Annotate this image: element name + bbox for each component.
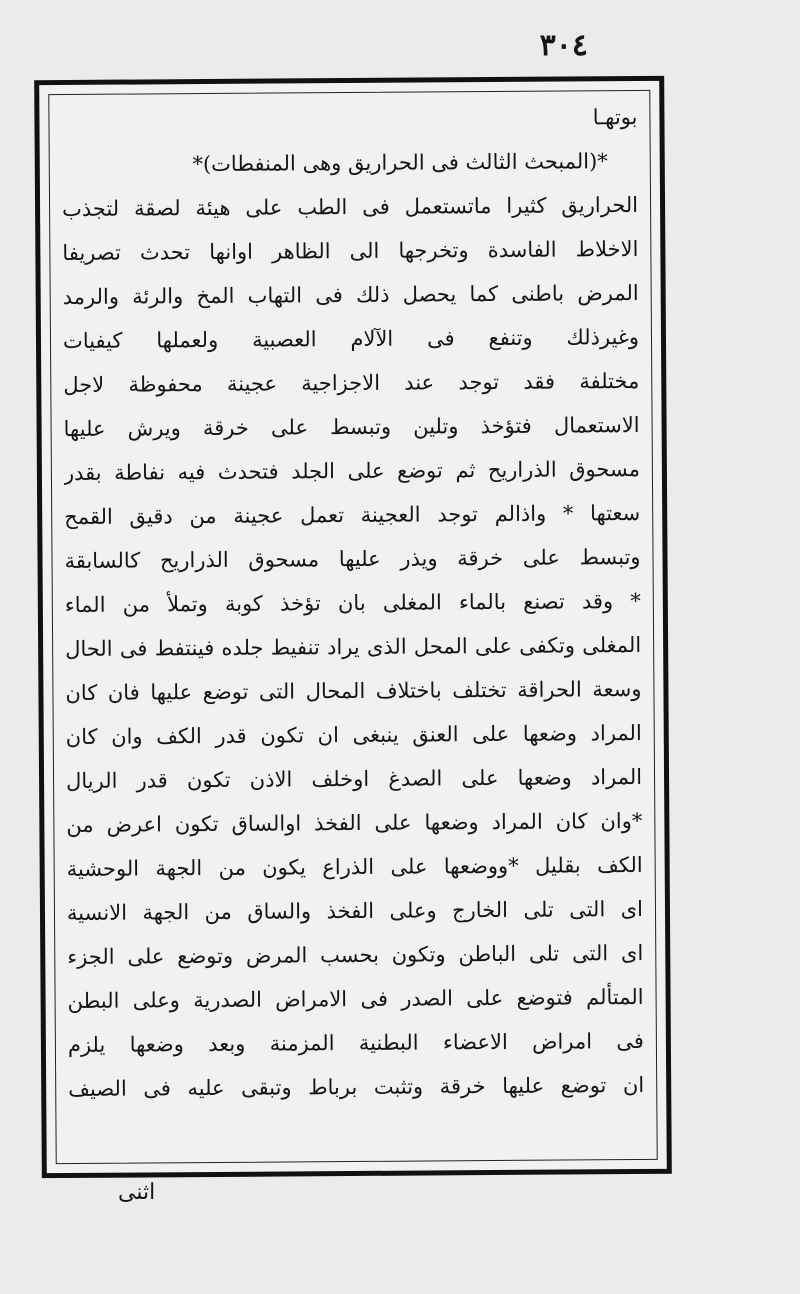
manuscript-text [61, 95, 644, 1159]
text-line: المتألم فتوضع على الصدر فى الامراض الصدرية وعلى البطن [67, 984, 644, 1014]
text-line: الحراريق كثيرا ماتستعمل فى الطب على هيئة لصقة لتجذب [61, 192, 639, 222]
text-line: الاستعمال فتؤخذ وتلين وتبسط على خرقة ويرش عليها [63, 412, 640, 442]
text-line: وسعة الحراقة تختلف باختلاف المحال التى توضع عليها فان كان [65, 676, 642, 706]
text-line: المرض باطنى كما يحصل ذلك فى التهاب المخ والرئة والرمد [62, 280, 639, 310]
text-line: مختلفة فقد توجد عند الاجزاجية عجينة محفوظة لاجل [63, 368, 640, 398]
catchword: اثنى [118, 1180, 156, 1205]
text-line: المراد وضعها على العنق ينبغى ان تكون قدر الكف وان كان [65, 720, 642, 750]
section-heading: *(المبحث الثالث فى الحراريق وهى المنفطات)* [192, 149, 608, 177]
page-frame [34, 76, 672, 1178]
text-line: اى التى تلى الخارج وعلى الفخذ والساق من الجهة الانسية [66, 896, 644, 926]
text-line: اى التى تلى الباطن وتكون بحسب المرض وتوضع على الجزء [67, 940, 644, 970]
text-line: الاخلاط الفاسدة وتخرجها الى الظاهر اوانها تحدث تصريفا [62, 236, 639, 266]
page-number: ٣٠٤ [539, 28, 588, 63]
text-line: بوتهـا [592, 105, 638, 130]
text-line: * وقد تصنع بالماء المغلى بان تؤخذ كوبة وتملأ من الماء [64, 588, 641, 618]
text-line: سعتها * واذالم توجد العجينة تعمل عجينة من دقيق القمح [64, 500, 641, 530]
text-line: المغلى وتكفى على المحل الذى يراد تنفيط جلده فينتفط فى الحال [65, 632, 642, 662]
text-line: المراد وضعها على الصدغ اوخلف الاذن تكون قدر الريال [65, 764, 643, 794]
text-line: *وان كان المراد وضعها على الفخذ اوالساق تكون اعرض من [66, 808, 643, 838]
text-line: مسحوق الذراريح ثم توضع على الجلد فتحدث فيه نفاطة بقدر [63, 456, 640, 486]
text-line: وغيرذلك وتنفع فى الآلام العصبية ولعملها كيفيات [62, 324, 640, 354]
text-line: فى امراض الاعضاء البطنية المزمنة وبعد وضعها يلزم [67, 1028, 644, 1058]
text-line: الكف بقليل *ووضعها على الذراع يكون من الجهة الوحشية [66, 852, 643, 882]
text-line: ان توضع عليها خرقة وتثبت برباط وتبقى عليه فى الصيف [68, 1072, 645, 1101]
text-line: وتبسط على خرقة ويذر عليها مسحوق الذراريح كالسابقة [64, 544, 641, 574]
